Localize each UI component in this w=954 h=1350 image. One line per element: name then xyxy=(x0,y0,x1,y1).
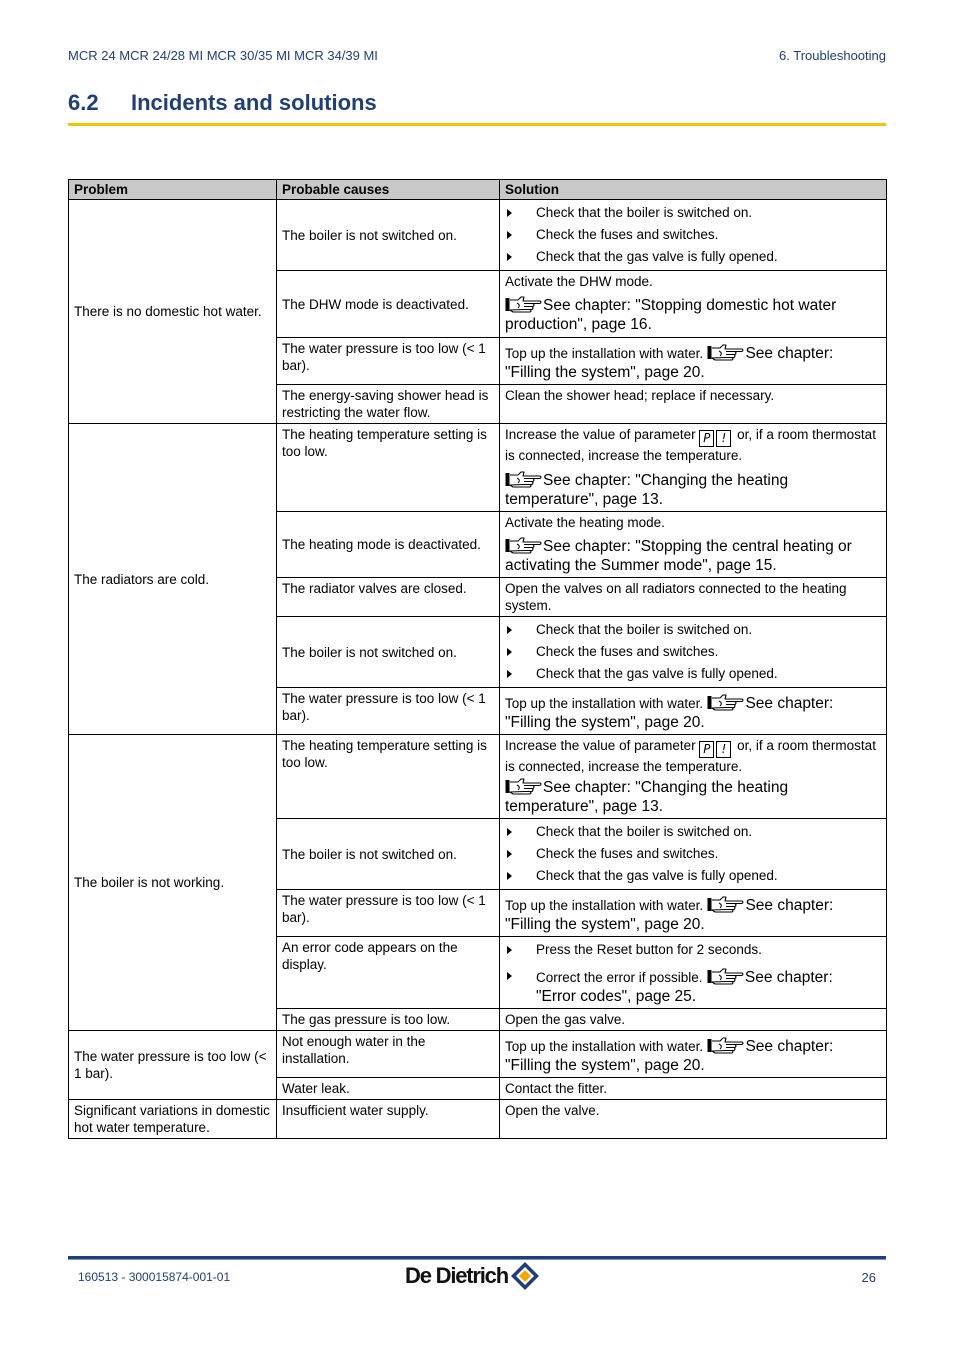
section-title xyxy=(68,90,377,116)
list-item: Check that the gas valve is fully opened. xyxy=(505,246,881,268)
solution-cell xyxy=(500,271,887,338)
header-causes: Probable causes xyxy=(277,180,500,200)
chapter-ref xyxy=(505,470,881,509)
param-text: or, if a room thermostat is connected, increase the temperature. xyxy=(505,427,876,463)
brand-name: De Dietrich xyxy=(405,1263,508,1288)
solution-list xyxy=(505,619,881,685)
problem-cell: Significant variations in domestic hot water temperature. xyxy=(69,1100,277,1139)
chapter-ref xyxy=(505,295,881,334)
see-chapter-label: See chapter: xyxy=(543,472,631,489)
see-chapter-label: See chapter: xyxy=(744,969,833,986)
solution-cell xyxy=(500,200,887,271)
solution-cell: Open the valve. xyxy=(500,1100,887,1139)
cause-cell: The radiator valves are closed. xyxy=(277,578,500,617)
chapter-ref-text: "Error codes", page 25. xyxy=(536,988,697,1005)
chapter-ref-text: "Changing the heating temperature", page 13. xyxy=(505,472,789,508)
param-text: or, if a room thermostat is connected, increase the temperature. xyxy=(505,738,876,774)
cause-cell: The heating temperature setting is too low. xyxy=(277,735,500,819)
see-chapter-label: See chapter: xyxy=(745,897,834,914)
cause-cell: Not enough water in the installation. xyxy=(277,1031,500,1078)
solution-cell xyxy=(500,688,887,735)
cause-cell: The boiler is not switched on. xyxy=(277,617,500,688)
solution-cell xyxy=(500,735,887,819)
chapter-ref xyxy=(505,777,881,816)
see-chapter-label: See chapter: xyxy=(745,1038,834,1055)
solution-text: Top up the installation with water. xyxy=(505,898,704,913)
chapter-ref-text: "Filling the system", page 20. xyxy=(505,916,705,933)
list-item: Check that the boiler is switched on. xyxy=(505,821,881,843)
solution-text xyxy=(505,426,881,464)
chapter-ref-text: "Changing the heating temperature", page 13. xyxy=(505,779,789,815)
solution-cell xyxy=(500,1031,887,1078)
parameter-glyph-excl: ! xyxy=(716,430,731,447)
chapter-ref-text: "Filling the system", page 20. xyxy=(505,1057,705,1074)
list-item: Press the Reset button for 2 seconds. xyxy=(505,939,881,961)
see-chapter-label: See chapter: xyxy=(543,538,631,555)
solution-list xyxy=(505,202,881,268)
table-row xyxy=(69,735,887,819)
param-text: Increase the value of parameter xyxy=(505,427,696,442)
solution-cell xyxy=(500,617,887,688)
table-row xyxy=(69,424,887,512)
solution-text: Activate the heating mode. xyxy=(505,515,665,530)
cause-cell: The energy-saving shower head is restricting the water flow. xyxy=(277,385,500,424)
solution-text: Top up the installation with water. xyxy=(505,346,704,361)
param-text: Increase the value of parameter xyxy=(505,738,696,753)
incidents-table xyxy=(68,179,887,1139)
section-title-text: Incidents and solutions xyxy=(131,90,377,115)
parameter-glyph-excl: ! xyxy=(716,741,731,758)
cause-cell: The DHW mode is deactivated. xyxy=(277,271,500,338)
see-chapter-label: See chapter: xyxy=(543,297,631,314)
list-item: Check the fuses and switches. xyxy=(505,641,881,663)
pointing-hand-icon xyxy=(707,1036,745,1054)
cause-cell: The water pressure is too low (< 1 bar). xyxy=(277,890,500,937)
solution-cell xyxy=(500,338,887,385)
problem-cell: The boiler is not working. xyxy=(69,735,277,1031)
cause-cell: An error code appears on the display. xyxy=(277,937,500,1009)
list-item: Check the fuses and switches. xyxy=(505,843,881,865)
header-problem: Problem xyxy=(69,180,277,200)
solution-text: Correct the error if possible. xyxy=(536,970,703,985)
header-models: MCR 24 MCR 24/28 MI MCR 30/35 MI MCR 34/39 MI xyxy=(68,48,378,63)
pointing-hand-icon xyxy=(505,295,543,313)
solution-cell xyxy=(500,890,887,937)
pointing-hand-icon xyxy=(505,536,543,554)
chapter-ref-text: "Stopping domestic hot water production", page 16. xyxy=(505,297,837,333)
table-row xyxy=(69,1100,887,1139)
header-chapter: 6. Troubleshooting xyxy=(779,48,886,63)
list-item: Check that the gas valve is fully opened. xyxy=(505,865,881,887)
solution-cell xyxy=(500,819,887,890)
title-underline xyxy=(68,123,886,126)
pointing-hand-icon xyxy=(707,343,745,361)
table-row xyxy=(69,1031,887,1078)
solution-cell: Open the gas valve. xyxy=(500,1009,887,1031)
solution-text xyxy=(505,737,881,775)
table-header-row xyxy=(69,180,887,200)
list-item xyxy=(505,961,881,1006)
solution-text: Activate the DHW mode. xyxy=(505,274,653,289)
cause-cell: The water pressure is too low (< 1 bar). xyxy=(277,688,500,735)
brand-logo xyxy=(405,1261,540,1291)
footer-rule-thin xyxy=(68,1259,886,1260)
list-item: Check that the boiler is switched on. xyxy=(505,202,881,224)
section-number: 6.2 xyxy=(68,90,99,115)
problem-cell: The water pressure is too low (< 1 bar). xyxy=(69,1031,277,1100)
solution-cell xyxy=(500,512,887,578)
pointing-hand-icon xyxy=(505,777,543,795)
solution-cell xyxy=(500,937,887,1009)
solution-list xyxy=(505,821,881,887)
chapter-ref-text: "Filling the system", page 20. xyxy=(505,714,705,731)
cause-cell: The boiler is not switched on. xyxy=(277,819,500,890)
pointing-hand-icon xyxy=(505,470,543,488)
logo-diamond-icon xyxy=(510,1261,540,1291)
see-chapter-label: See chapter: xyxy=(745,695,834,712)
cause-cell: The water pressure is too low (< 1 bar). xyxy=(277,338,500,385)
pointing-hand-icon xyxy=(707,895,745,913)
list-item: Check that the boiler is switched on. xyxy=(505,619,881,641)
cause-cell: Water leak. xyxy=(277,1078,500,1100)
see-chapter-label: See chapter: xyxy=(543,779,631,796)
cause-cell: The gas pressure is too low. xyxy=(277,1009,500,1031)
table-row xyxy=(69,200,887,271)
footer-doc-code: 160513 - 300015874-001-01 xyxy=(78,1270,231,1284)
solution-cell xyxy=(500,424,887,512)
problem-cell: There is no domestic hot water. xyxy=(69,200,277,424)
solution-cell: Contact the fitter. xyxy=(500,1078,887,1100)
list-item: Check the fuses and switches. xyxy=(505,224,881,246)
cause-cell: The heating mode is deactivated. xyxy=(277,512,500,578)
solution-text: Top up the installation with water. xyxy=(505,1039,704,1054)
see-chapter-label: See chapter: xyxy=(745,345,834,362)
page-number: 26 xyxy=(861,1270,876,1285)
solution-text: Top up the installation with water. xyxy=(505,696,704,711)
solution-list xyxy=(505,939,881,1006)
header-solution: Solution xyxy=(500,180,887,200)
list-item: Check that the gas valve is fully opened. xyxy=(505,663,881,685)
cause-cell: The boiler is not switched on. xyxy=(277,200,500,271)
pointing-hand-icon xyxy=(707,693,745,711)
parameter-glyph-p: P xyxy=(699,741,714,758)
pointing-hand-icon xyxy=(707,967,745,985)
cause-cell: Insufficient water supply. xyxy=(277,1100,500,1139)
solution-cell: Clean the shower head; replace if necessary. xyxy=(500,385,887,424)
problem-cell: The radiators are cold. xyxy=(69,424,277,735)
solution-cell: Open the valves on all radiators connected to the heating system. xyxy=(500,578,887,617)
cause-cell: The heating temperature setting is too low. xyxy=(277,424,500,512)
chapter-ref xyxy=(505,536,881,575)
chapter-ref-text: "Filling the system", page 20. xyxy=(505,364,705,381)
parameter-glyph-p: P xyxy=(699,430,714,447)
chapter-ref-text: "Stopping the central heating or activating the Summer mode", page 15. xyxy=(505,538,852,574)
